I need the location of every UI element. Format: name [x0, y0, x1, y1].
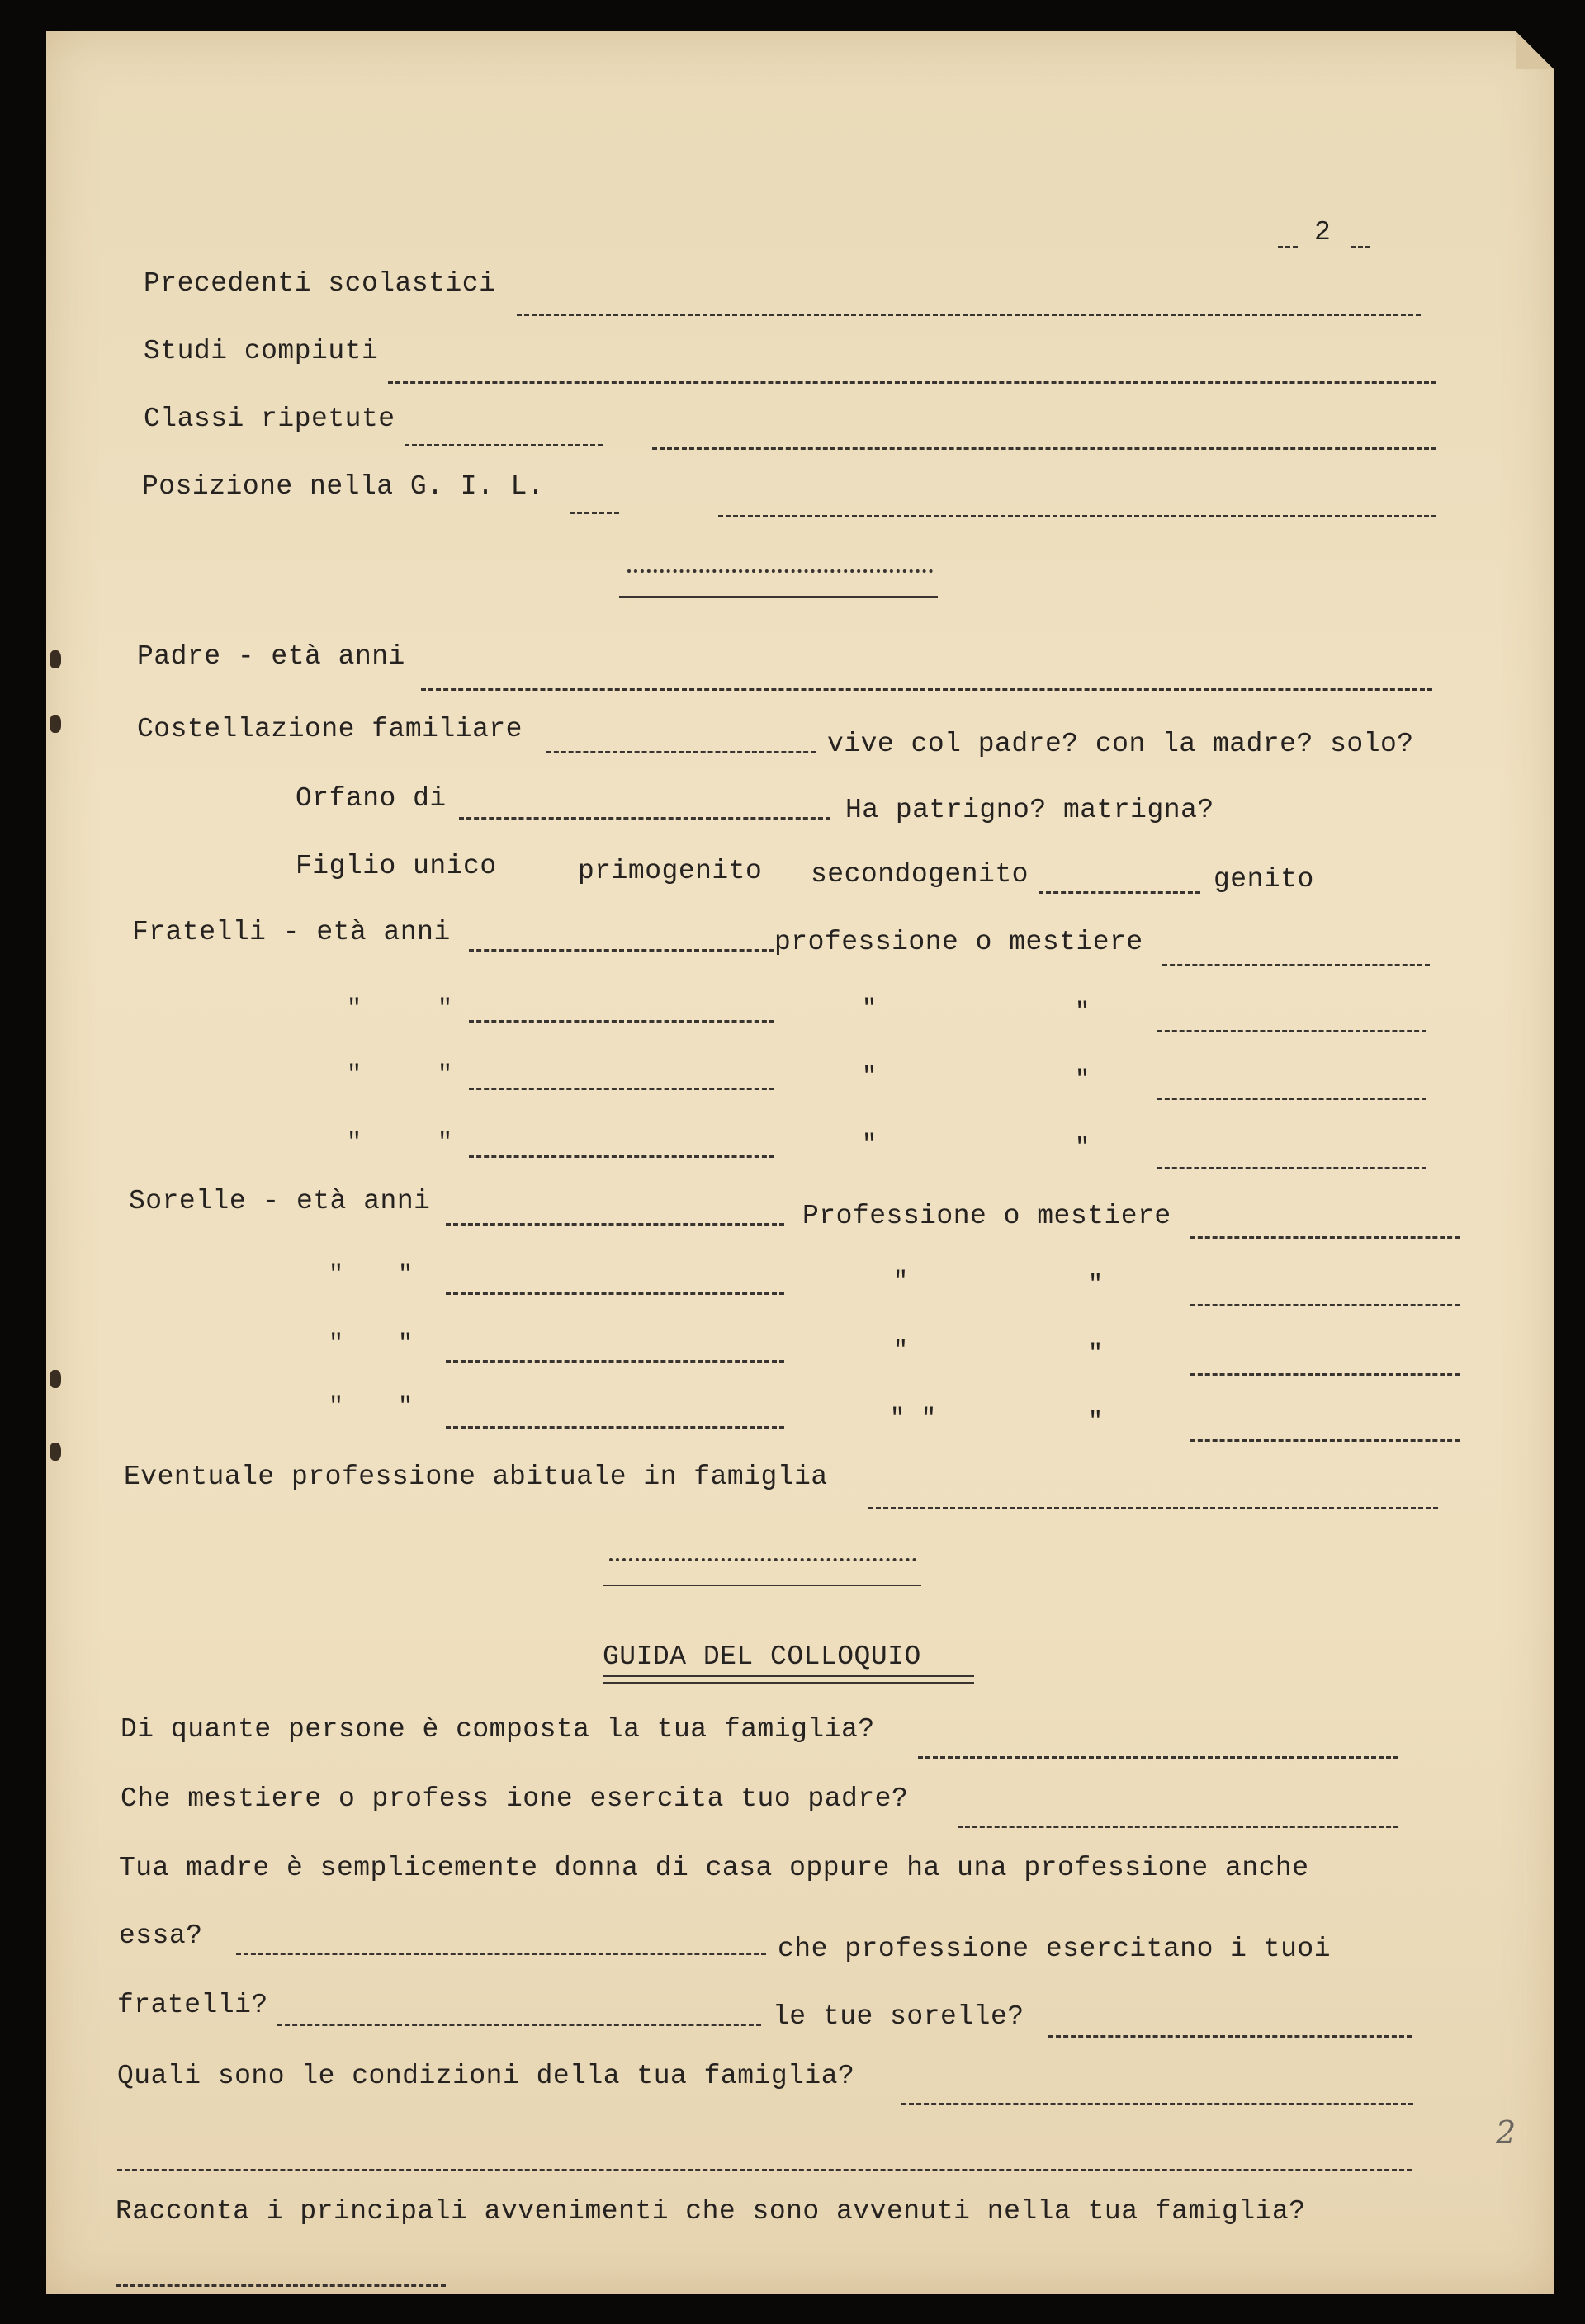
punch-hole [50, 650, 61, 668]
ditto-mark: " [862, 995, 878, 1023]
question-4b: le tue sorelle? [773, 2001, 1024, 2032]
blank-line [958, 1826, 1398, 1828]
label-primogenito: primogenito [578, 856, 763, 886]
blank-line [446, 1292, 784, 1295]
ditto-mark: " [862, 1063, 878, 1091]
blank-line [1157, 1167, 1426, 1169]
blank-line [446, 1223, 784, 1226]
question-1: Di quante persone è composta la tua famiglia? [121, 1714, 875, 1745]
ditto-mark: " [398, 1261, 414, 1289]
blank-line [469, 1155, 774, 1158]
ditto-mark: " [329, 1330, 344, 1358]
blank-line [1278, 246, 1298, 248]
question-3b: essa? [119, 1920, 203, 1951]
ditto-mark: " [1075, 1134, 1091, 1162]
ditto-mark: " [890, 1405, 906, 1433]
ditto-mark: " [1088, 1340, 1104, 1368]
blank-line [1157, 1098, 1426, 1100]
blank-line [1190, 1373, 1460, 1376]
ditto-mark: " [921, 1405, 937, 1433]
label-secondogenito: secondogenito [811, 859, 1029, 890]
label-padre: Padre - età anni [137, 641, 405, 672]
punch-hole [50, 715, 61, 733]
question-4a: fratelli? [117, 1990, 268, 2020]
blank-line [570, 512, 619, 514]
torn-corner [1516, 31, 1554, 69]
blank-line [901, 2103, 1413, 2105]
text-vive: vive col padre? con la madre? solo? [827, 729, 1414, 759]
blank-line [446, 1360, 784, 1363]
label-professione-sorelle: Professione o mestiere [802, 1201, 1171, 1231]
blank-line [1157, 1030, 1426, 1032]
ditto-mark: " [1075, 999, 1091, 1027]
label-studi: Studi compiuti [144, 336, 379, 366]
blank-line [718, 515, 1436, 517]
blank-line [1351, 246, 1370, 248]
blank-line [469, 1020, 774, 1023]
ditto-mark: " [438, 1061, 453, 1089]
question-5: Quali sono le condizioni della tua famiglia? [117, 2061, 855, 2091]
blank-line [277, 2024, 761, 2026]
blank-line [918, 1756, 1398, 1759]
ditto-mark: " [1075, 1066, 1091, 1094]
ditto-mark: " [862, 1131, 878, 1159]
blank-line [1162, 964, 1430, 966]
ditto-mark: " [398, 1330, 414, 1358]
question-3c: che professione esercitano i tuoi [778, 1934, 1332, 1964]
blank-line [117, 2169, 1412, 2171]
blank-line [421, 688, 1432, 691]
blank-line [652, 447, 1436, 450]
ditto-mark: " [347, 995, 362, 1023]
handwritten-page-number: 2 [1496, 2114, 1516, 2151]
blank-line [1048, 2035, 1412, 2038]
blank-line [405, 444, 603, 446]
dotted-separator [627, 569, 933, 573]
blank-line [116, 2284, 446, 2287]
label-figlio-unico: Figlio unico [296, 851, 497, 881]
title-double-underline [603, 1675, 974, 1684]
ditto-mark: " [893, 1337, 909, 1365]
blank-line [1190, 1304, 1460, 1306]
blank-line [546, 751, 816, 753]
label-professione-fratelli: professione o mestiere [774, 927, 1143, 957]
dotted-separator [609, 1558, 916, 1561]
ditto-mark: " [438, 995, 453, 1023]
ditto-mark: " [347, 1129, 362, 1157]
label-genito: genito [1214, 864, 1314, 895]
blank-line [388, 381, 1436, 384]
text-patrigno: Ha patrigno? matrigna? [845, 795, 1214, 825]
label-eventuale: Eventuale professione abituale in famiglia [124, 1462, 828, 1492]
separator-rule [603, 1585, 921, 1586]
ditto-mark: " [1088, 1271, 1104, 1299]
blank-line [517, 314, 1421, 316]
blank-line [1190, 1236, 1460, 1239]
blank-line [469, 1088, 774, 1090]
blank-line [446, 1426, 784, 1429]
question-2: Che mestiere o profess ione esercita tuo padre? [121, 1783, 909, 1814]
ditto-mark: " [398, 1393, 414, 1421]
blank-line [236, 1953, 766, 1955]
question-3a: Tua madre è semplicemente donna di casa oppure ha una professione anche [119, 1853, 1309, 1883]
punch-hole [50, 1370, 61, 1388]
ditto-mark: " [1088, 1408, 1104, 1436]
ditto-mark: " [893, 1268, 909, 1296]
ditto-mark: " [438, 1129, 453, 1157]
label-precedenti: Precedenti scolastici [144, 268, 496, 299]
ditto-mark: " [347, 1061, 362, 1089]
ditto-mark: " [329, 1393, 344, 1421]
page-number: 2 [1314, 217, 1332, 248]
blank-line [1039, 891, 1200, 894]
blank-line [469, 949, 774, 952]
ditto-mark: " [329, 1261, 344, 1289]
question-6: Racconta i principali avvenimenti che sono avvenuti nella tua famiglia? [116, 2196, 1306, 2227]
label-posizione: Posizione nella G. I. L. [142, 471, 545, 502]
label-classi: Classi ripetute [144, 404, 395, 434]
blank-line [868, 1507, 1438, 1509]
punch-hole [50, 1443, 61, 1461]
blank-line [1190, 1439, 1460, 1442]
label-costellazione: Costellazione familiare [137, 714, 523, 744]
label-fratelli: Fratelli - età anni [132, 917, 451, 947]
label-orfano: Orfano di [296, 783, 447, 814]
label-sorelle: Sorelle - età anni [129, 1186, 431, 1216]
separator-rule [619, 596, 938, 598]
section-title: GUIDA DEL COLLOQUIO [603, 1641, 921, 1672]
blank-line [459, 817, 830, 820]
